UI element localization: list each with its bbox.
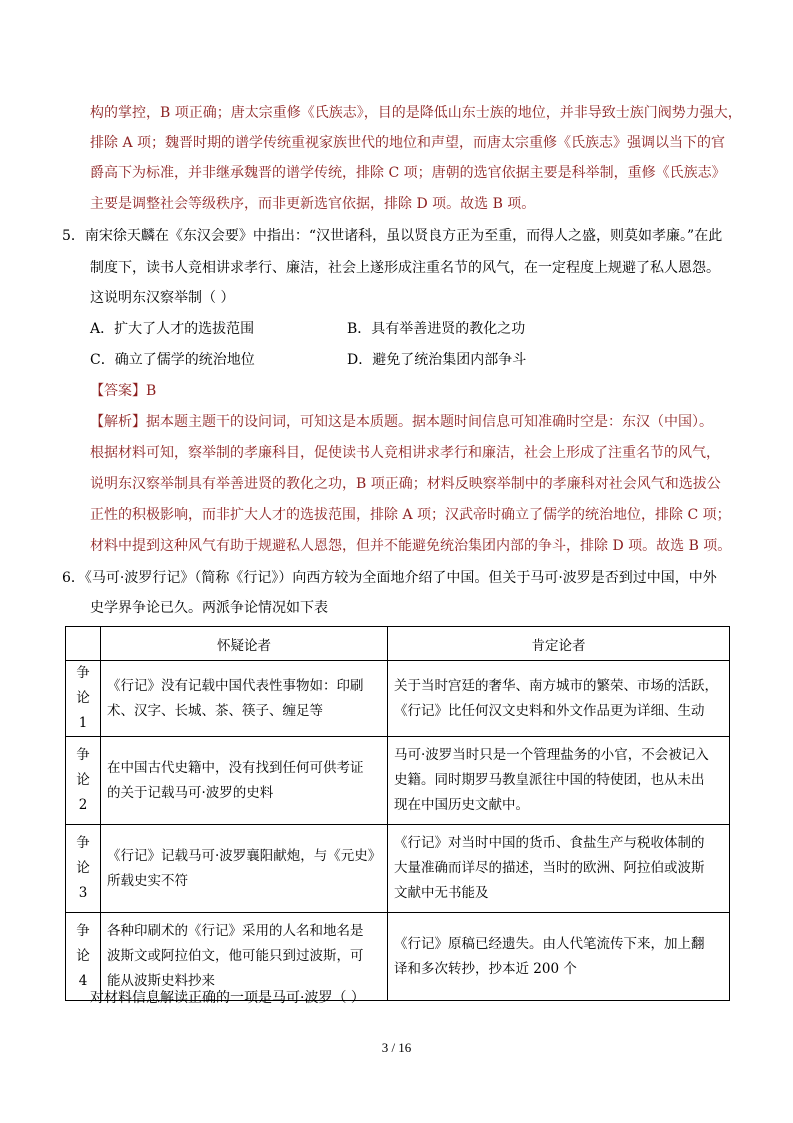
table-header-cell: 怀疑论者 <box>101 627 388 661</box>
affirm-cell <box>388 825 730 913</box>
cell-line: 术、汉字、长城、茶、筷子、缠足等 <box>107 702 323 719</box>
analysis-text: 据本题主题干的设问词，可知这是本质题。据本题时间信息可知准确时空是：东汉（中国）。 <box>146 414 713 430</box>
row-label <box>66 825 101 913</box>
q5-option-d: D．避免了统治集团内部争斗 <box>347 352 527 368</box>
q5-option-b: B．具有举善进贤的教化之功 <box>347 321 526 337</box>
cell-line: 波斯文或阿拉伯文，他可能只到过波斯，可 <box>107 948 364 964</box>
q5-stem-line: 制度下，读书人竞相讲求孝行、廉洁，社会上遂形成注重名节的风气，在一定程度上规避了私人恩怨。 <box>90 260 720 276</box>
cell-line: 关于当时宫廷的奢华、南方城市的繁荣、市场的活跃， <box>394 677 718 694</box>
table-row <box>66 737 730 825</box>
cell-line: 现在中国历史文献中。 <box>394 797 529 813</box>
row-label-line: 争 <box>76 747 90 763</box>
q5-analysis-line: 正性的积极影响，而非扩大人才的选拔范围，排除 A 项；汉武帝时确立了儒学的统治地位，排除 C 项； <box>90 507 731 523</box>
row-label-line: 论 1 <box>76 690 90 731</box>
cell-line: 《行记》原稿已经遗失。由人代笔流传下来，加上翻 <box>394 935 705 952</box>
analysis-tag: 【解析】 <box>90 414 146 430</box>
q5-answer: 【答案】B <box>90 383 157 399</box>
affirm-cell <box>388 737 730 825</box>
q5-analysis-line: 根据材料可知，察举制的孝廉科目，促使读书人竞相讲求孝行和廉洁，社会上形成了注重名节的风气， <box>90 445 720 461</box>
row-label <box>66 737 101 825</box>
cell-line: 所载史实不符 <box>107 872 188 889</box>
row-label-line: 论 4 <box>76 948 90 989</box>
row-label-line: 论 2 <box>76 772 90 813</box>
cell-line: 《行记》比任何汉文史料和外文作品更为详细、生动 <box>394 702 705 719</box>
cell-line: 《行记》记载马可·波罗襄阳献炮，与《元史》 <box>107 847 382 864</box>
page-number: 3 / 16 <box>381 1040 412 1055</box>
cell-line: 能从波斯史料抄来 <box>107 973 215 989</box>
table-row <box>66 825 730 913</box>
affirm-cell <box>388 913 730 1001</box>
cell-line: 在中国古代史籍中，没有找到任何可供考证 <box>107 759 364 776</box>
q6-stem-line: 6．《马可·波罗行记》（简称《行记》）向西方较为全面地介绍了中国。但关于马可·波罗是否到过中国，中外 <box>62 570 717 586</box>
cell-line: 史籍。同时期罗马教皇派往中国的特使团，也从未出 <box>394 772 705 788</box>
q5-option-c: C．确立了儒学的统治地位 <box>90 352 255 368</box>
q5-stem-line: 5．南宋徐天麟在《东汉会要》中指出：“汉世诸科，虽以贤良方正为至重，而得人之盛，则莫如孝廉。”在此 <box>62 228 723 244</box>
q5-analysis-line <box>90 412 713 432</box>
q6-stem-line: 史学界争论已久。两派争论情况如下表 <box>90 600 328 616</box>
cell-line: 《行记》对当时中国的货币、食盐生产与税收体制的 <box>394 835 705 851</box>
cell-line: 马可·波罗当时只是一个管理盐务的小官，不会被记入 <box>394 747 709 763</box>
row-label-line: 争 <box>76 835 90 851</box>
q5-analysis-line: 说明东汉察举制具有举善进贤的教化之功，B 项正确；材料反映察举制中的孝廉科对社会风气和选拔公 <box>90 476 721 492</box>
analysis-line: 构的掌控，B 项正确；唐太宗重修《氏族志》，目的是降低山东士族的地位，并非导致士族门阀势力强大， <box>90 105 742 121</box>
row-label-line: 争 <box>76 665 90 681</box>
row-label-line: 争 <box>76 923 90 939</box>
table-header-cell <box>66 627 101 661</box>
cell-line: 大量准确而详尽的描述，当时的欧洲、阿拉伯或波斯 <box>394 860 705 876</box>
analysis-line: 主要是调整社会等级秩序，而非更新选官依据，排除 D 项。故选 B 项。 <box>90 196 536 212</box>
doubt-cell <box>101 661 388 737</box>
affirm-cell <box>388 661 730 737</box>
q5-stem-line: 这说明东汉察举制（ ） <box>90 290 235 306</box>
analysis-line: 爵高下为标准，并非继承魏晋的谱学传统，排除 C 项；唐朝的选官依据主要是科举制，重修《氏族志》 <box>90 165 726 181</box>
row-label <box>66 661 101 737</box>
cell-line: 文献中无书能及 <box>394 885 489 901</box>
cell-line: 的关于记载马可·波罗的史料 <box>107 784 274 801</box>
cell-line: 译和多次转抄，抄本近 200 个 <box>394 960 577 977</box>
q5-analysis-line: 材料中提到这种风气有助于规避私人恩怨，但并不能避免统治集团内部的争斗，排除 D 项。故选 B 项。 <box>90 538 732 554</box>
debate-table <box>65 626 730 1001</box>
table-row <box>66 661 730 737</box>
q6-question: 对材料信息解读正确的一项是马可·波罗（ ） <box>90 990 365 1006</box>
row-label-line: 论 3 <box>76 860 90 901</box>
doubt-cell <box>101 737 388 825</box>
analysis-line: 排除 A 项；魏晋时期的谱学传统重视家族世代的地位和声望，而唐太宗重修《氏族志》强调以当下的官 <box>90 135 726 151</box>
q5-option-a: A．扩大了人才的选拔范围 <box>90 321 255 337</box>
cell-line: 各种印刷术的《行记》采用的人名和地名是 <box>107 923 364 939</box>
table-header-row <box>66 627 730 661</box>
doubt-cell <box>101 825 388 913</box>
cell-line: 《行记》没有记载中国代表性事物如：印刷 <box>107 677 364 694</box>
table-header-cell: 肯定论者 <box>388 627 730 661</box>
